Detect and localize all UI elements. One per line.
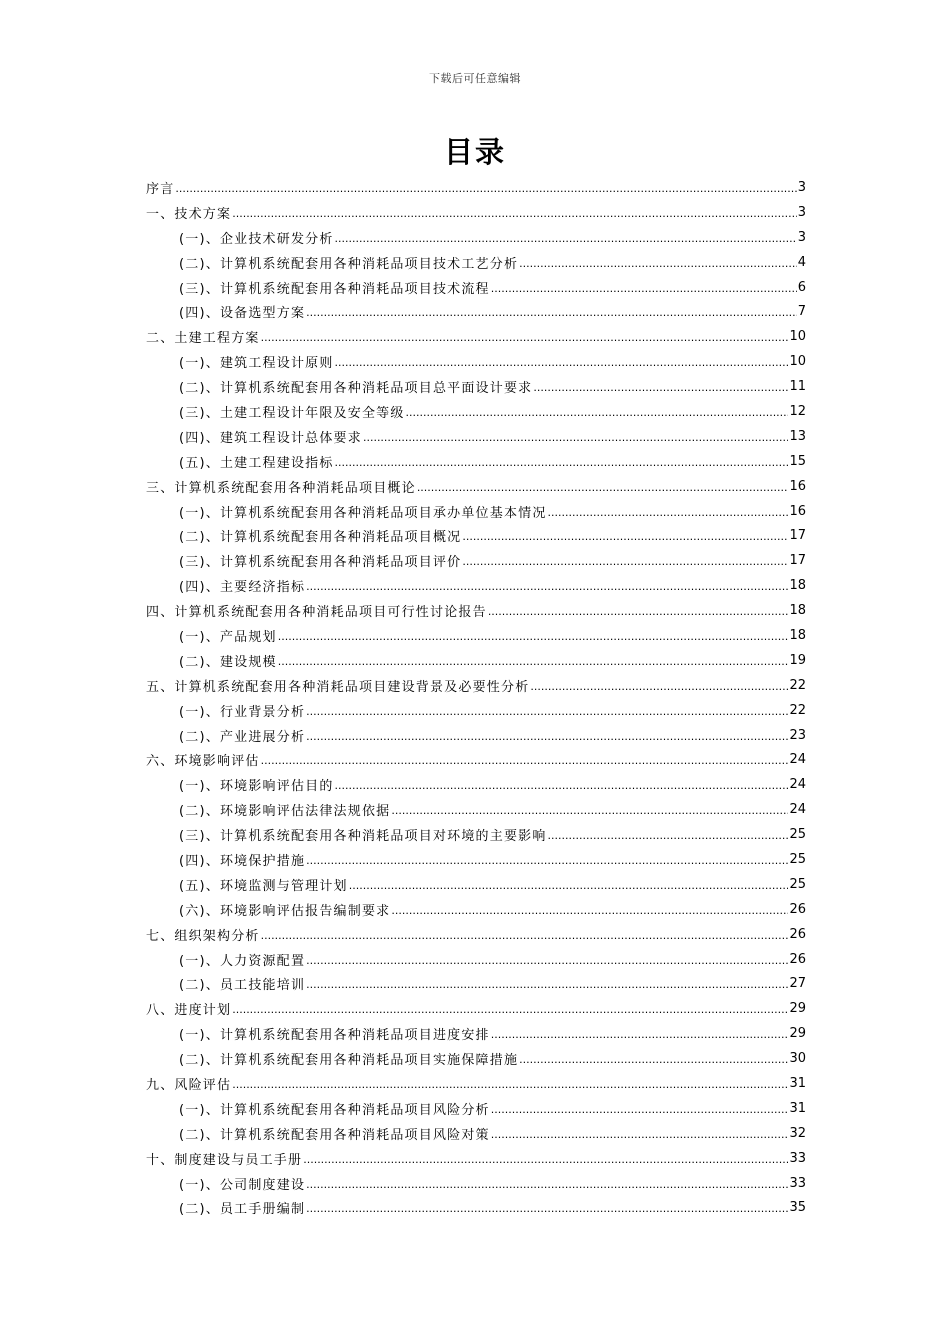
- toc-entry-label: 十、制度建设与员工手册: [146, 1152, 303, 1168]
- toc-entry-label: (三)、计算机系统配套用各种消耗品项目评价: [179, 555, 462, 571]
- toc-entry-label: 五、计算机系统配套用各种消耗品项目建设背景及必要性分析: [146, 679, 530, 695]
- toc-page-number: 31: [789, 1100, 806, 1116]
- toc-dot-leader: [417, 481, 789, 494]
- toc-page-number: 16: [789, 478, 806, 494]
- toc-dot-leader: [335, 456, 789, 469]
- toc-dot-leader: [548, 829, 789, 842]
- toc-dot-leader: [519, 257, 797, 270]
- toc-subsection-entry[interactable]: [146, 424, 806, 449]
- toc-subsection-entry[interactable]: [146, 1021, 806, 1046]
- toc-entry-label: (二)、计算机系统配套用各种消耗品项目总平面设计要求: [179, 381, 533, 397]
- toc-entry-label: (一)、公司制度建设: [179, 1177, 306, 1193]
- toc-dot-leader: [491, 1128, 789, 1141]
- toc-page-number: 24: [789, 802, 806, 818]
- toc-dot-leader: [349, 879, 789, 892]
- toc-page-number: 13: [789, 428, 806, 444]
- toc-subsection-entry[interactable]: [146, 847, 806, 872]
- toc-section-entry[interactable]: [146, 1146, 806, 1171]
- toc-entry-label: (三)、土建工程设计年限及安全等级: [179, 405, 405, 421]
- toc-section-entry[interactable]: [146, 922, 806, 947]
- toc-section-entry[interactable]: [146, 200, 806, 225]
- toc-subsection-entry[interactable]: [146, 897, 806, 922]
- toc-page-number: 29: [789, 1026, 806, 1042]
- toc-page-number: 25: [789, 876, 806, 892]
- toc-dot-leader: [261, 331, 789, 344]
- toc-page-number: 18: [789, 603, 806, 619]
- toc-subsection-entry[interactable]: [146, 972, 806, 997]
- toc-page-number: 12: [789, 403, 806, 419]
- toc-subsection-entry[interactable]: [146, 1196, 806, 1221]
- toc-page-number: 10: [789, 354, 806, 370]
- toc-page-number: 26: [789, 926, 806, 942]
- toc-dot-leader: [391, 904, 788, 917]
- toc-subsection-entry[interactable]: [146, 349, 806, 374]
- toc-page-number: 19: [789, 652, 806, 668]
- toc-page-number: 29: [789, 1001, 806, 1017]
- toc-dot-leader: [306, 580, 788, 593]
- toc-subsection-entry[interactable]: [146, 1046, 806, 1071]
- toc-page-number: 18: [789, 578, 806, 594]
- toc-dot-leader: [306, 1202, 788, 1215]
- toc-entry-label: 九、风险评估: [146, 1078, 232, 1093]
- toc-page-number: 16: [789, 503, 806, 519]
- toc-entry-label: (六)、环境影响评估报告编制要求: [179, 903, 391, 919]
- toc-dot-leader: [548, 506, 789, 519]
- toc-dot-leader: [491, 282, 797, 295]
- toc-entry-label: 一、技术方案: [146, 206, 232, 222]
- toc-page-number: 26: [789, 951, 806, 967]
- toc-entry-label: (二)、环境影响评估法律法规依据: [179, 804, 391, 820]
- toc-section-entry[interactable]: [146, 598, 806, 623]
- toc-page-number: 35: [789, 1200, 806, 1216]
- toc-entry-label: (三)、计算机系统配套用各种消耗品项目对环境的主要影响: [179, 829, 547, 845]
- toc-page-number: 24: [789, 777, 806, 793]
- toc-dot-leader: [530, 680, 788, 693]
- toc-dot-leader: [363, 431, 789, 444]
- toc-page-number: 26: [789, 901, 806, 917]
- toc-subsection-entry[interactable]: [146, 225, 806, 250]
- table-of-contents: [146, 175, 806, 1220]
- toc-subsection-entry[interactable]: [146, 399, 806, 424]
- toc-dot-leader: [303, 1153, 788, 1166]
- toc-subsection-entry[interactable]: [146, 698, 806, 723]
- toc-dot-leader: [306, 730, 788, 743]
- toc-entry-label: (二)、计算机系统配套用各种消耗品项目技术工艺分析: [179, 256, 519, 272]
- toc-dot-leader: [335, 779, 789, 792]
- toc-entry-label: (二)、员工技能培训: [179, 978, 306, 994]
- toc-subsection-entry[interactable]: [146, 275, 806, 300]
- toc-entry-label: 二、土建工程方案: [146, 331, 260, 347]
- toc-dot-leader: [533, 381, 788, 394]
- toc-section-entry[interactable]: [146, 1071, 806, 1096]
- page-title: 目录: [443, 135, 506, 169]
- toc-page-number: 22: [789, 677, 806, 693]
- toc-entry-label: (二)、产业进展分析: [179, 729, 306, 745]
- toc-subsection-entry[interactable]: [146, 573, 806, 598]
- toc-dot-leader: [462, 555, 788, 568]
- toc-section-entry[interactable]: [146, 324, 806, 349]
- toc-dot-leader: [491, 1028, 789, 1041]
- toc-dot-leader: [278, 630, 789, 643]
- toc-subsection-entry[interactable]: [146, 1096, 806, 1121]
- toc-subsection-entry[interactable]: [146, 1171, 806, 1196]
- toc-subsection-entry[interactable]: [146, 872, 806, 897]
- toc-entry-label: (五)、环境监测与管理计划: [179, 878, 348, 894]
- toc-page-number: 23: [789, 727, 806, 743]
- toc-section-entry[interactable]: [146, 747, 806, 772]
- toc-entry-label: (五)、土建工程建设指标: [179, 455, 334, 471]
- toc-page-number: 7: [797, 304, 806, 320]
- toc-subsection-entry[interactable]: [146, 623, 806, 648]
- toc-page-number: 25: [789, 827, 806, 843]
- toc-page-number: 24: [789, 752, 806, 768]
- toc-dot-leader: [306, 978, 788, 991]
- toc-entry-label: 七、组织架构分析: [146, 928, 260, 944]
- toc-entry-label: (四)、主要经济指标: [179, 580, 306, 596]
- toc-subsection-entry[interactable]: [146, 523, 806, 548]
- toc-page-number: 10: [789, 329, 806, 345]
- toc-entry-label: (二)、员工手册编制: [179, 1202, 306, 1218]
- toc-page-number: 33: [789, 1175, 806, 1191]
- toc-entry-label: (一)、行业背景分析: [179, 704, 306, 720]
- toc-entry-label: 八、进度计划: [146, 1003, 232, 1019]
- toc-page-number: 3: [797, 204, 806, 220]
- toc-dot-leader: [232, 1078, 788, 1091]
- toc-entry-label: (一)、计算机系统配套用各种消耗品项目进度安排: [179, 1028, 490, 1044]
- toc-entry-label: (一)、人力资源配置: [179, 953, 306, 969]
- toc-page-number: 3: [797, 229, 806, 245]
- toc-section-entry[interactable]: [146, 996, 806, 1021]
- toc-page-number: 17: [789, 553, 806, 569]
- toc-entry-label: 序言: [146, 181, 175, 197]
- toc-page-number: 18: [789, 627, 806, 643]
- toc-page-number: 11: [789, 379, 806, 395]
- toc-dot-leader: [306, 705, 788, 718]
- toc-entry-label: 四、计算机系统配套用各种消耗品项目可行性讨论报告: [146, 605, 487, 621]
- toc-subsection-entry[interactable]: [146, 374, 806, 399]
- toc-page-number: 32: [789, 1125, 806, 1141]
- toc-page-number: 6: [797, 279, 806, 295]
- toc-dot-leader: [306, 954, 788, 967]
- toc-dot-leader: [278, 655, 789, 668]
- toc-entry-label: (二)、计算机系统配套用各种消耗品项目概况: [179, 530, 462, 546]
- toc-dot-leader: [306, 1178, 788, 1191]
- toc-subsection-entry[interactable]: [146, 947, 806, 972]
- toc-entry-label: (一)、计算机系统配套用各种消耗品项目承办单位基本情况: [179, 505, 547, 521]
- toc-dot-leader: [175, 182, 796, 195]
- toc-page-number: 33: [789, 1150, 806, 1166]
- toc-entry-label: (四)、建筑工程设计总体要求: [179, 430, 362, 446]
- toc-dot-leader: [391, 804, 788, 817]
- toc-entry-label: (二)、计算机系统配套用各种消耗品项目风险对策: [179, 1127, 490, 1143]
- toc-dot-leader: [488, 605, 789, 618]
- toc-subsection-entry[interactable]: [146, 449, 806, 474]
- toc-dot-leader: [519, 1053, 788, 1066]
- toc-subsection-entry[interactable]: [146, 299, 806, 324]
- toc-subsection-entry[interactable]: [146, 822, 806, 847]
- toc-dot-leader: [406, 406, 789, 419]
- toc-entry-label: (一)、企业技术研发分析: [179, 231, 334, 247]
- toc-dot-leader: [232, 1003, 788, 1016]
- toc-subsection-entry[interactable]: [146, 648, 806, 673]
- toc-subsection-entry[interactable]: [146, 797, 806, 822]
- toc-dot-leader: [335, 356, 789, 369]
- toc-section-entry[interactable]: [146, 673, 806, 698]
- toc-entry-label: 六、环境影响评估: [146, 754, 260, 770]
- toc-page-number: 22: [789, 702, 806, 718]
- toc-subsection-entry[interactable]: [146, 723, 806, 748]
- header-note: 下载后可任意编辑: [429, 72, 521, 85]
- toc-dot-leader: [261, 754, 789, 767]
- toc-entry-label: (一)、环境影响评估目的: [179, 779, 334, 795]
- toc-page-number: 3: [797, 179, 806, 195]
- toc-page-number: 27: [789, 976, 806, 992]
- toc-dot-leader: [306, 306, 797, 319]
- toc-dot-leader: [491, 1103, 789, 1116]
- toc-entry-label: (三)、计算机系统配套用各种消耗品项目技术流程: [179, 281, 490, 297]
- toc-subsection-entry[interactable]: [146, 1121, 806, 1146]
- toc-dot-leader: [232, 207, 797, 220]
- toc-dot-leader: [306, 854, 788, 867]
- toc-entry-label: (一)、计算机系统配套用各种消耗品项目风险分析: [179, 1102, 490, 1118]
- toc-page-number: 17: [789, 528, 806, 544]
- toc-entry-label: (四)、设备选型方案: [179, 306, 306, 322]
- toc-entry-label: (一)、产品规划: [179, 629, 277, 645]
- toc-entry-label: (四)、环境保护措施: [179, 853, 306, 869]
- toc-page-number: 25: [789, 851, 806, 867]
- toc-page-number: 30: [789, 1051, 806, 1067]
- toc-subsection-entry[interactable]: [146, 250, 806, 275]
- toc-subsection-entry[interactable]: [146, 772, 806, 797]
- toc-page-number: 4: [797, 254, 806, 270]
- toc-subsection-entry[interactable]: [146, 499, 806, 524]
- toc-page-number: 15: [789, 453, 806, 469]
- toc-dot-leader: [335, 232, 797, 245]
- toc-section-entry[interactable]: [146, 474, 806, 499]
- toc-entry-label: (二)、建设规模: [179, 654, 277, 670]
- toc-entry-label: (一)、建筑工程设计原则: [179, 356, 334, 372]
- toc-entry-label: (二)、计算机系统配套用各种消耗品项目实施保障措施: [179, 1053, 519, 1069]
- toc-subsection-entry[interactable]: [146, 548, 806, 573]
- toc-entry-label: 三、计算机系统配套用各种消耗品项目概论: [146, 480, 416, 496]
- toc-dot-leader: [261, 929, 789, 942]
- toc-section-entry[interactable]: [146, 175, 806, 200]
- toc-page-number: 31: [789, 1076, 806, 1091]
- toc-dot-leader: [462, 530, 788, 543]
